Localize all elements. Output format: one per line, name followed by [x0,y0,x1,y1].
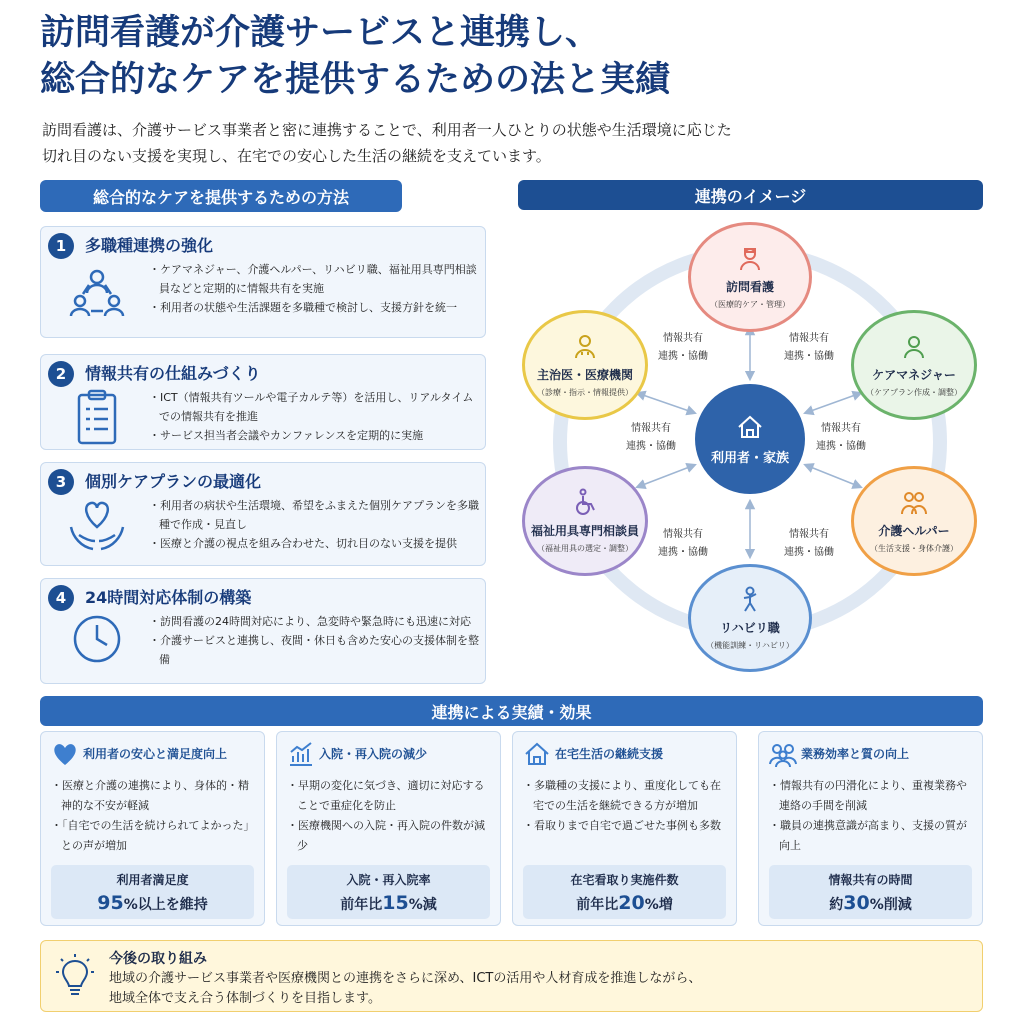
result-title: 在宅生活の継続支援 [555,747,664,761]
edge-label-line-1: 情報共有 [789,529,829,540]
rehab-icon [736,585,764,613]
method-bullet: ・ 医療と介護の視点を組み合わせた、切れ目のない支援を提供 [149,534,479,553]
stat-label: 入院・再入院率 [346,873,431,887]
result-bullets [51,776,259,856]
method-bullet: ・ サービス担当者会議やカンファレンスを定期的に実施 [149,426,479,445]
diagram-section-header: 連携のイメージ [518,180,983,210]
helper-icon [900,488,928,516]
result-bullet: ・ 多職種の支援により、重度化しても在宅での生活を継続できる方が増加 [523,776,731,816]
page-title [40,10,1000,104]
stat-number: 15 [382,892,409,914]
method-card-1 [40,226,486,338]
lightbulb-icon [55,953,95,1001]
edge-label-line-1: 情報共有 [631,423,671,434]
result-bullet: ・ 職員の連携意識が高まり、支援の質が向上 [769,816,977,856]
people-icon [769,740,797,768]
method-card-2 [40,354,486,450]
edge-label-line-1: 情報共有 [663,529,703,540]
method-number: 2 [48,361,74,387]
future-text [109,969,969,1009]
result-bullets [287,776,495,856]
future-title: 今後の取り組み [109,951,207,967]
node-subtitle: （福祉用具の選定・調整） [537,544,633,553]
title-line-2: 総合的なケアを提供するための法と実績 [40,60,671,100]
node-subtitle: （機能訓練・リハビリ） [706,641,794,650]
stat-number: 95 [97,892,124,914]
title-line-1: 訪問看護が介護サービスと連携し、 [40,13,601,53]
node-title: ケアマネジャー [872,368,956,382]
edge-label-bottom-right [784,526,834,562]
method-bullet: ・ 介護サービスと連携し、夜間・休日も含めた安心の支援体制を整備 [149,631,479,669]
method-bullets [149,260,479,317]
collaboration-diagram [518,214,983,684]
result-bullet: ・ 医療機関への入院・再入院の件数が減少 [287,816,495,856]
team-icon [67,263,127,323]
nurse-icon [736,244,764,272]
method-bullet: ・ ケアマネジャー、介護ヘルパー、リハビリ職、福祉用具専門相談員などと定期的に情報共有を実施 [149,260,479,298]
method-bullet: ・ 訪問看護の24時間対応により、急変時や緊急時にも迅速に対応 [149,612,479,631]
edge-label-line-2: 連携・協働 [784,547,834,558]
node-title: 福祉用具専門相談員 [530,524,639,538]
result-title: 業務効率と質の向上 [801,747,910,761]
result-bullet: ・ 早期の変化に気づき、適切に対応することで重症化を防止 [287,776,495,816]
result-bullets [769,776,977,856]
stat-label: 在宅看取り実施件数 [570,873,679,887]
stat-number: 30 [843,892,870,914]
node-primary-doctor [522,310,648,420]
stat-label: 情報共有の時間 [828,873,913,887]
result-card-home-living [512,731,737,926]
method-title: 多職種連携の強化 [85,236,214,255]
heart-icon [51,740,79,768]
stat-value [523,892,726,914]
doctor-icon [571,332,599,360]
home-icon [523,740,551,768]
edge-label-line-2: 連携・協働 [784,351,834,362]
stat-suffix: %増 [644,897,673,913]
connector-upper-left [640,394,692,412]
method-bullets [149,612,479,669]
method-number: 3 [48,469,74,495]
clock-icon [67,609,127,669]
edge-label-top-left [658,330,708,366]
care-manager-icon [900,332,928,360]
stat-suffix: %以上を維持 [123,897,208,913]
home-icon [736,413,764,441]
stat-suffix: %減 [408,897,437,913]
method-bullets [149,496,479,553]
subtitle-line-1: 訪問看護は、介護サービス事業者と密に連携することで、利用者一人ひとりの状態や生活環境に応じた [42,121,732,139]
node-rehabilitation [688,564,812,672]
method-number: 1 [48,233,74,259]
edge-label-line-1: 情報共有 [821,423,861,434]
edge-label-line-2: 連携・協働 [626,441,676,452]
method-card-3 [40,462,486,566]
result-card-satisfaction [40,731,265,926]
center-node-user-family [695,384,805,494]
edge-label-line-2: 連携・協働 [658,351,708,362]
edge-label-mid-left [626,420,676,456]
method-bullet: ・ 利用者の状態や生活課題を多職種で検討し、支援方針を統一 [149,298,479,317]
method-title: 24時間対応体制の構築 [85,588,252,607]
results-section-header: 連携による実績・効果 [40,696,983,726]
node-subtitle: （ケアプラン作成・調整） [866,388,962,397]
page-subtitle [42,117,862,169]
future-text-line-2: 地域全体で支え合う体制づくりを目指します。 [109,991,381,1006]
chart-down-icon [287,740,315,768]
edge-label-top-right [784,330,834,366]
node-title: 訪問看護 [725,280,774,294]
method-bullet: ・ ICT（情報共有ツールや電子カルテ等）を活用し、リアルタイムでの情報共有を推進 [149,388,479,426]
heart-hands-icon [67,497,127,557]
edge-label-bottom-left [658,526,708,562]
node-title: 主治医・医療機関 [536,368,633,382]
method-number: 4 [48,585,74,611]
stat-value [769,892,972,914]
future-text-line-1: 地域の介護サービス事業者や医療機関との連携をさらに深め、ICTの活用や人材育成を推進しながら、 [109,971,702,986]
stat-prefix: 前年比 [576,897,619,913]
stat-value [51,892,254,914]
wheelchair-icon [571,488,599,516]
method-card-4 [40,578,486,684]
connector-lower-right [808,466,858,486]
edge-label-line-2: 連携・協働 [816,441,866,452]
result-stat-box [523,865,726,919]
result-title: 利用者の安心と満足度向上 [83,747,228,761]
result-card-efficiency [758,731,983,926]
node-subtitle: （診療・指示・情報提供） [537,388,633,397]
future-initiatives-box [40,940,983,1012]
result-bullets [523,776,731,836]
node-subtitle: （医療的ケア・管理） [710,300,790,309]
stat-number: 20 [618,892,645,914]
method-title: 個別ケアプランの最適化 [85,472,262,491]
node-welfare-equipment [522,466,648,576]
stat-value [287,892,490,914]
result-bullet: ・ 「自宅での生活を続けられてよかった」との声が増加 [51,816,259,856]
edge-label-line-2: 連携・協働 [658,547,708,558]
method-bullets [149,388,479,445]
method-title: 情報共有の仕組みづくり [85,364,261,383]
edge-label-mid-right [816,420,866,456]
result-stat-box [287,865,490,919]
method-bullet: ・ 利用者の病状や生活環境、希望をふまえた個別ケアプランを多職種で作成・見直し [149,496,479,534]
stat-prefix: 約 [829,897,844,913]
result-card-hospitalization [276,731,501,926]
center-node-title: 利用者・家族 [710,450,789,466]
methods-section-header: 総合的なケアを提供するための方法 [40,180,402,212]
node-title: 介護ヘルパー [878,524,950,538]
edge-label-line-1: 情報共有 [789,333,829,344]
stat-prefix: 前年比 [340,897,383,913]
node-subtitle: （生活支援・身体介護） [870,544,958,553]
node-visiting-nurse [688,222,812,332]
clipboard-icon [67,387,127,447]
result-bullet: ・ 医療と介護の連携により、身体的・精神的な不安が軽減 [51,776,259,816]
stat-label: 利用者満足度 [116,873,189,887]
result-bullet: ・ 看取りまで自宅で過ごせた事例も多数 [523,816,731,836]
connector-lower-left [640,466,692,486]
node-title: リハビリ職 [720,621,780,635]
result-stat-box [51,865,254,919]
result-title: 入院・再入院の減少 [319,747,428,761]
stat-suffix: %削減 [869,897,912,913]
node-care-helper [851,466,977,576]
result-bullet: ・ 情報共有の円滑化により、重複業務や連絡の手間を削減 [769,776,977,816]
result-stat-box [769,865,972,919]
subtitle-line-2: 切れ目のない支援を実現し、在宅での安心した生活の継続を支えています。 [42,147,551,165]
edge-label-line-1: 情報共有 [663,333,703,344]
node-care-manager [851,310,977,420]
connector-upper-right [808,394,858,412]
